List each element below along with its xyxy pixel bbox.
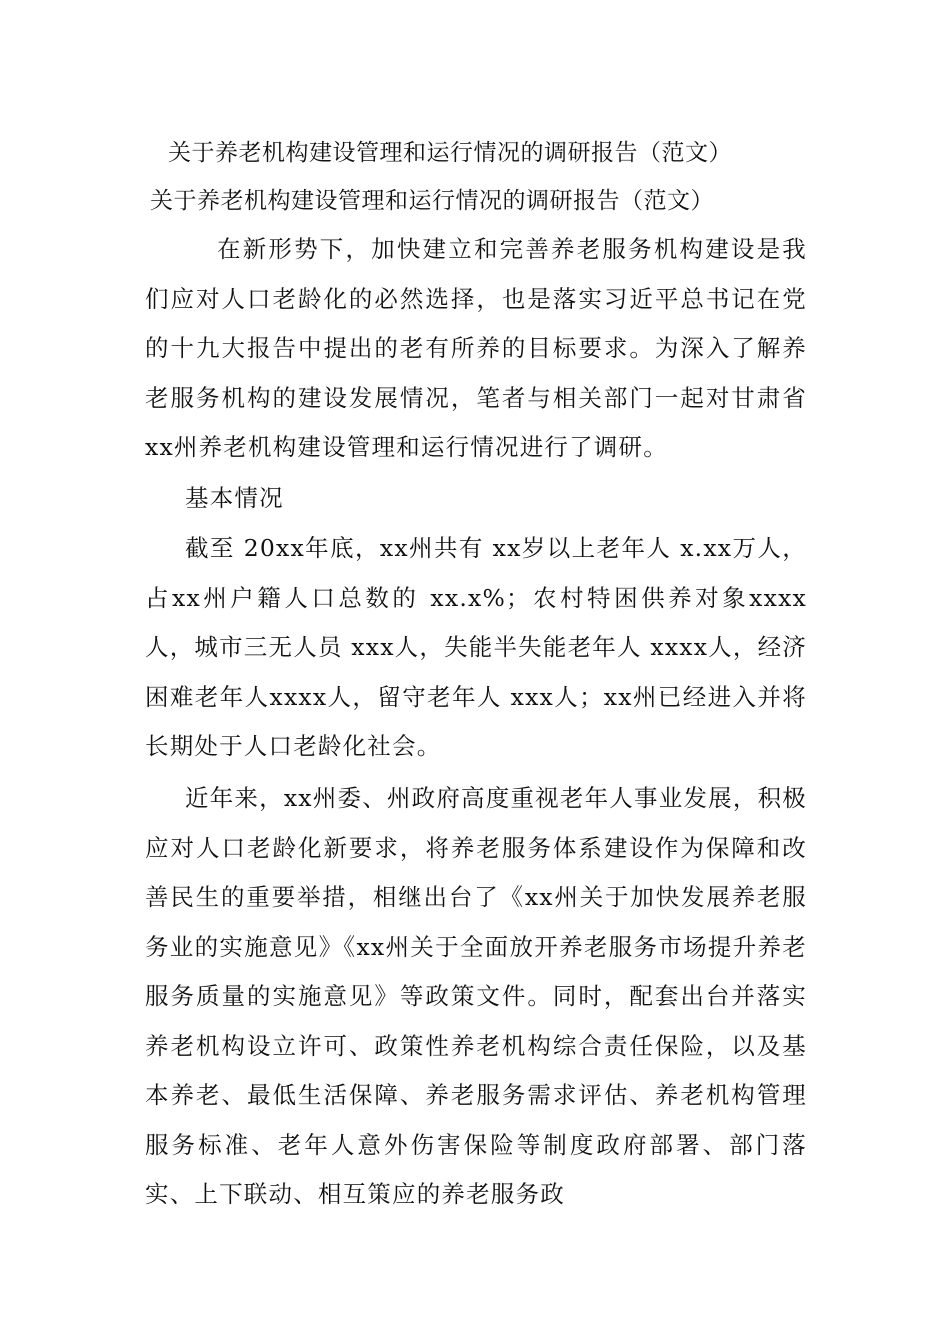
intro-paragraph: 在新形势下，加快建立和完善养老服务机构建设是我们应对人口老龄化的必然选择，也是落实习近平总书记在党的十九大报告中提出的老有所养的目标要求。为深入了解养老服务机构的建设发展情况，笔者与相关部门一起对甘肃省xx州养老机构建设管理和运行情况进行了调研。	[145, 235, 807, 461]
document-subtitle: 关于养老机构建设管理和运行情况的调研报告（范文）	[150, 188, 714, 214]
stats-paragraph: 截至 20xx年底，xx州共有 xx岁以上老年人 x.xx万人，占xx州户籍人口总数的 xx.x%；农村特困供养对象xxxx人，城市三无人员 xxx人，失能半失能老年人 xxxx人，经济困难老年人xxxx人，留守老年人 xxx人；xx州已经进入并将长期处于人口老龄化社会。	[145, 534, 807, 760]
section-heading: 基本情况	[185, 484, 284, 512]
recent-paragraph: 近年来，xx州委、州政府高度重视老年人事业发展，积极应对人口老龄化新要求，将养老服务体系建设作为保障和改善民生的重要举措，相继出台了《xx州关于加快发展养老服务业的实施意见》《xx州关于全面放开养老服务市场提升养老服务质量的实施意见》等政策文件。同时，配套出台并落实养老机构设立许可、政策性养老机构综合责任保险，以及基本养老、最低生活保障、养老服务需求评估、养老机构管理服务标准、老年人意外伤害保险等制度政府部署、部门落实、上下联动、相互策应的养老服务政	[145, 784, 807, 1208]
document-title: 关于养老机构建设管理和运行情况的调研报告（范文）	[168, 140, 732, 166]
